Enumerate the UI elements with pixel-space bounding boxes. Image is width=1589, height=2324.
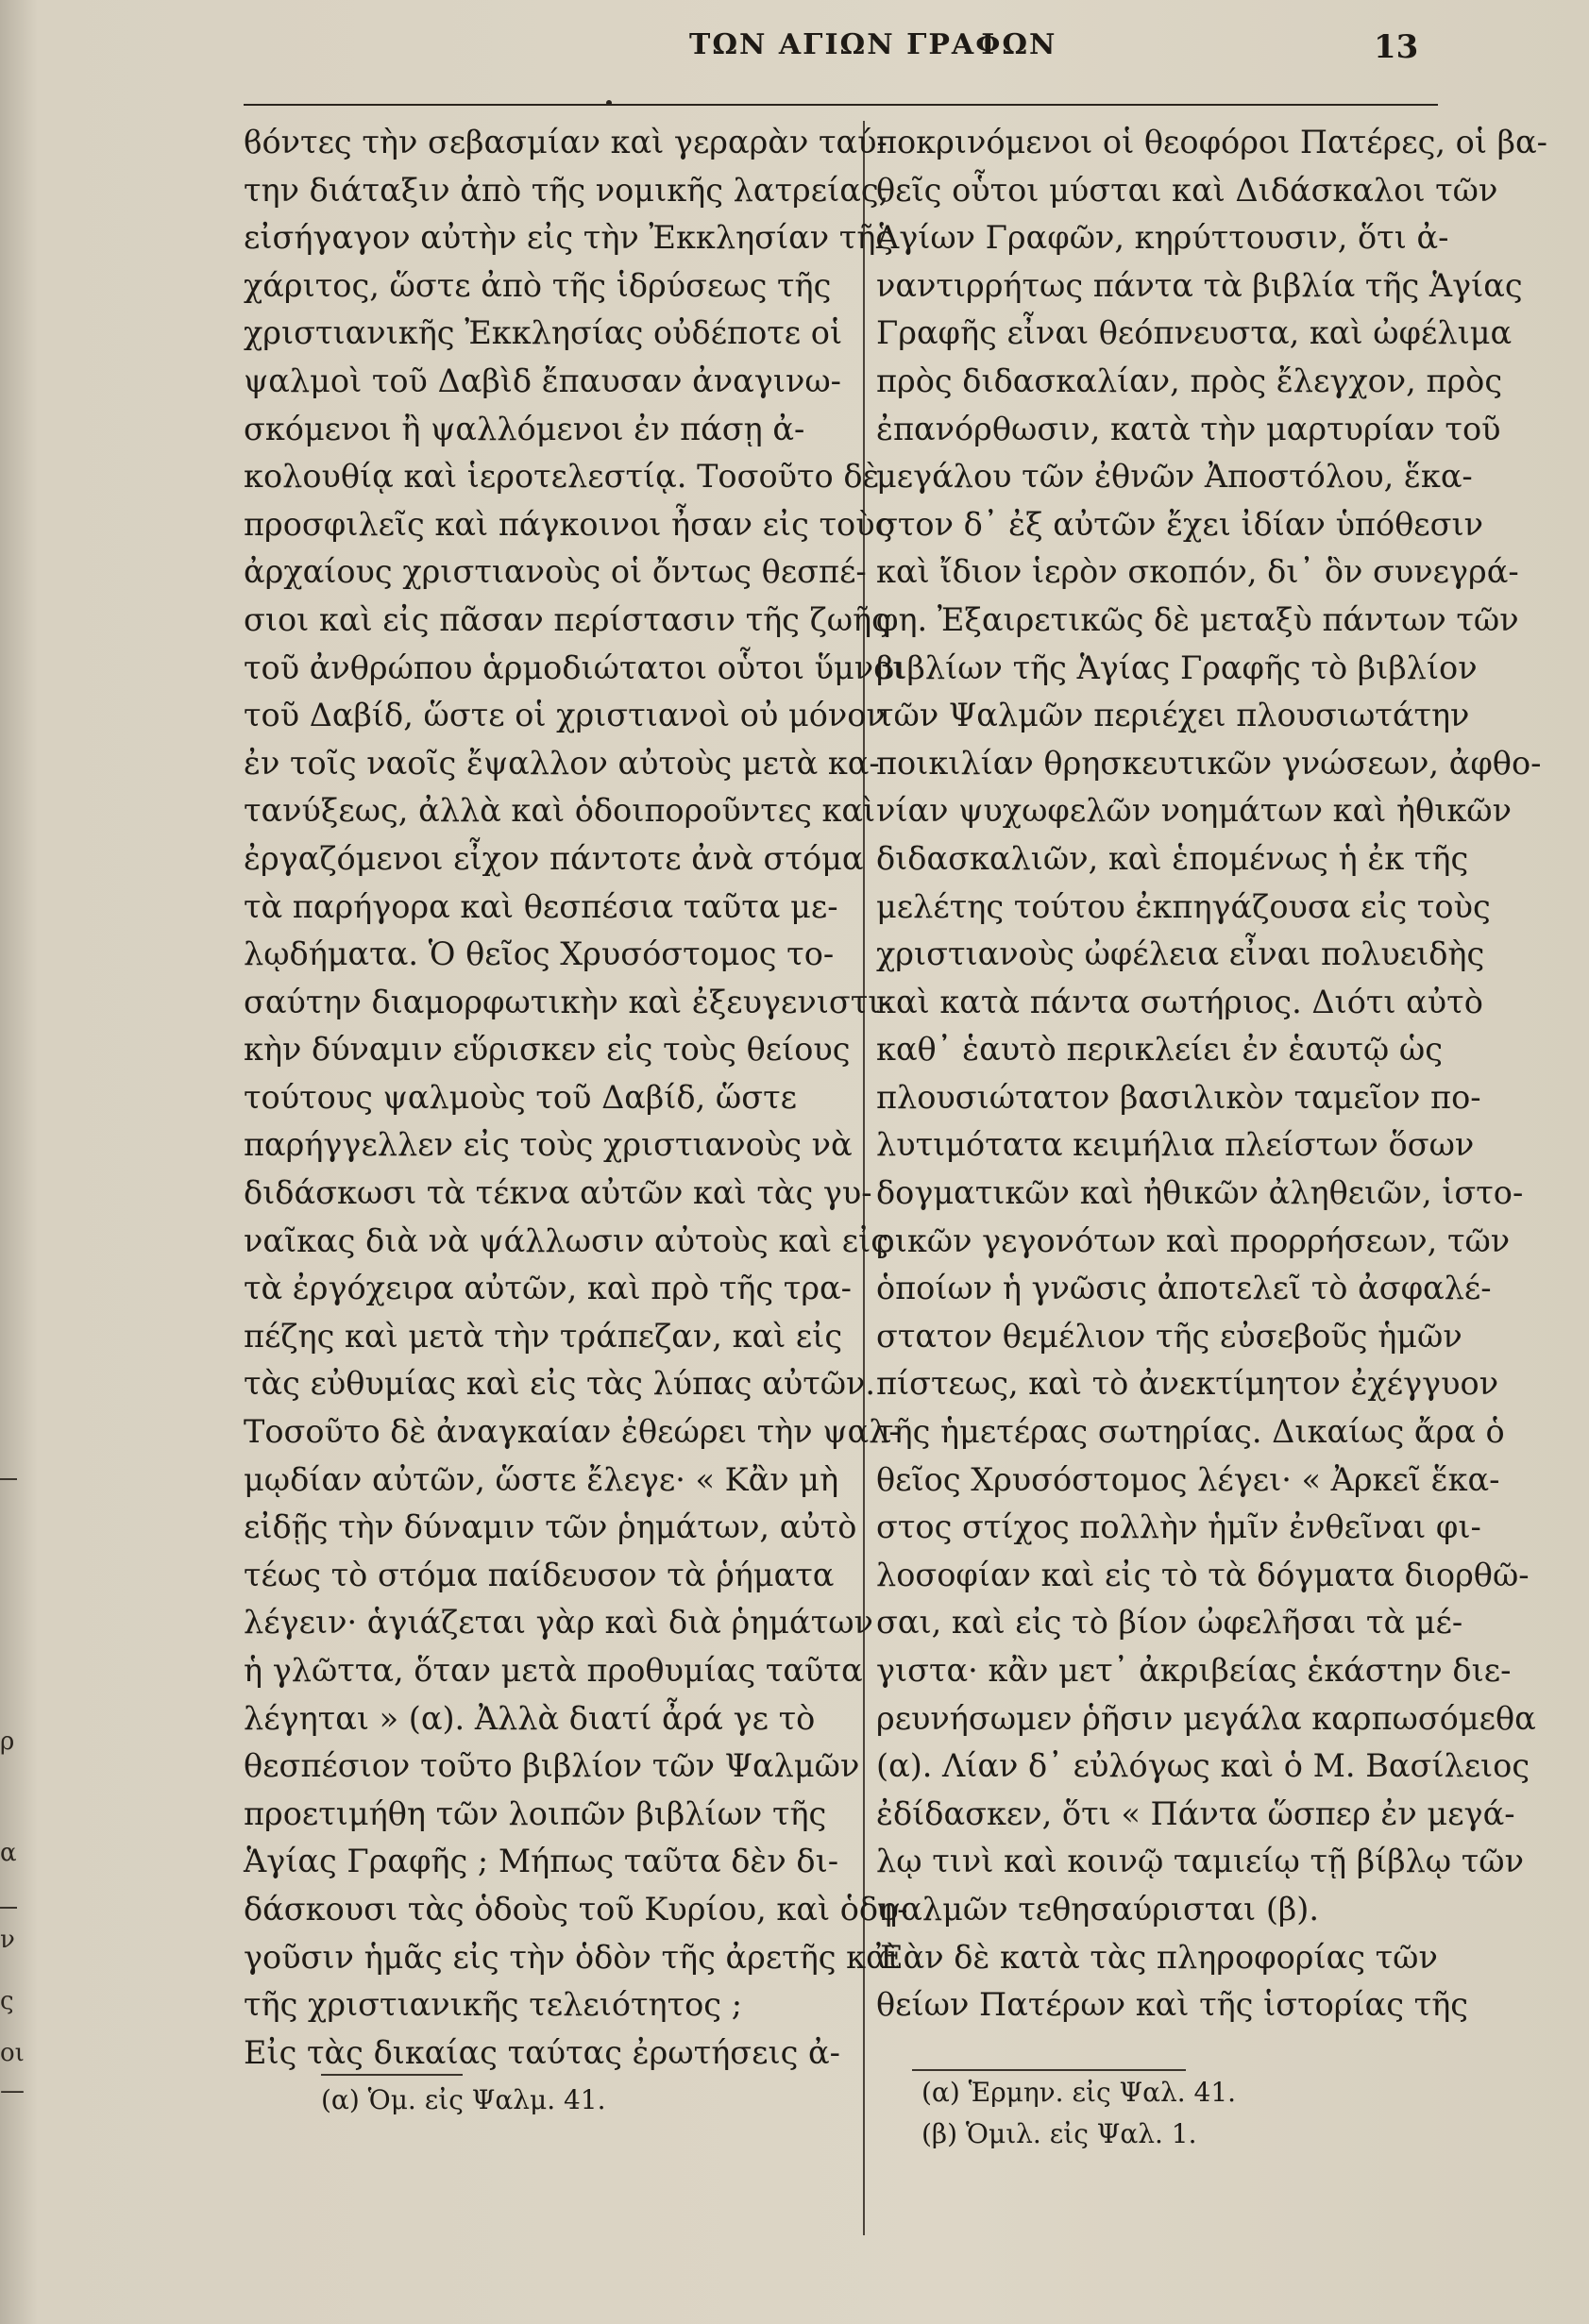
text-line: ρικῶν γεγονότων καὶ προρρήσεων, τῶν: [876, 1221, 1511, 1259]
left-footnote-rule: [321, 2074, 463, 2076]
margin-fragment: ς: [0, 1987, 14, 2015]
text-line: Ἁγίων Γραφῶν, κηρύττουσιν, ὅτι ἀ-: [876, 219, 1449, 257]
text-line: τούτους ψαλμοὺς τοῦ Δαβίδ, ὥστε: [244, 1078, 797, 1116]
text-line: τῶν Ψαλμῶν περιέχει πλουσιωτάτην: [876, 697, 1470, 734]
text-line: βιβλίων τῆς Ἁγίας Γραφῆς τὸ βιβλίον: [876, 648, 1478, 686]
text-line: κολουθίᾳ καὶ ἱεροτελεστίᾳ. Τοσοῦτο δὲ: [244, 458, 880, 496]
text-line: θεσπέσιον τοῦτο βιβλίον τῶν Ψαλμῶν: [244, 1747, 860, 1785]
text-line: μελέτης τούτου ἐκπηγάζουσα εἰς τοὺς: [876, 887, 1491, 925]
text-line: μῳδίαν αὐτῶν, ὥστε ἔλεγε· « Κἂν μὴ: [244, 1460, 839, 1498]
text-line: ἀρχαίους χριστιανοὺς οἱ ὄντως θεσπέ-: [244, 553, 867, 591]
margin-rule: [0, 1478, 17, 1480]
text-line: πλουσιώτατον βασιλικὸν ταμεῖον πο-: [876, 1078, 1481, 1116]
text-line: ρευνήσωμεν ῥῆσιν μεγάλα καρπωσόμεθα: [876, 1699, 1536, 1737]
right-footnote-1: (α) Ἑρμην. εἰς Ψαλ. 41.: [921, 2077, 1237, 2108]
text-line: προσφιλεῖς καὶ πάγκοινοι ἦσαν εἰς τοὺς: [244, 505, 893, 543]
text-line: τὰ παρήγορα καὶ θεσπέσια ταῦτα με-: [244, 887, 838, 925]
right-footnote-rule: [912, 2069, 1186, 2071]
text-line: ϐόντες τὴν σεβασμίαν καὶ γεραρὰν ταύ-: [244, 124, 887, 160]
text-line: διδάσκωσι τὰ τέκνα αὐτῶν καὶ τὰς γυ-: [244, 1174, 872, 1212]
text-line: ἐπανόρθωσιν, κατὰ τὴν μαρτυρίαν τοῦ: [876, 410, 1501, 447]
text-line: χριστιανοὺς ὠφέλεια εἶναι πολυειδὴς: [876, 935, 1485, 973]
text-line: παρήγγελλεν εἰς τοὺς χριστιανοὺς νὰ: [244, 1126, 853, 1164]
text-line: τέως τὸ στόμα παίδευσον τὰ ῥήματα: [244, 1556, 835, 1593]
text-line: τανύξεως, ἀλλὰ καὶ ὁδοιποροῦντες καὶ: [244, 792, 876, 830]
text-line: ἐν τοῖς ναοῖς ἔψαλλον αὐτοὺς μετὰ κα-: [244, 744, 880, 782]
text-line: δάσκουσι τὰς ὁδοὺς τοῦ Κυρίου, καὶ ὁδη-: [244, 1890, 908, 1928]
text-line: ναῖκας διὰ νὰ ψάλλωσιν αὐτοὺς καὶ εἰς: [244, 1221, 889, 1259]
left-footnote: (α) Ὁμ. εἰς Ψαλμ. 41.: [321, 2084, 606, 2115]
text-line: ἡ γλῶττα, ὅταν μετὰ προθυμίας ταῦτα: [244, 1652, 863, 1689]
text-line: λοσοφίαν καὶ εἰς τὸ τὰ δόγματα διορθῶ-: [876, 1556, 1530, 1593]
text-line: στατον θεμέλιον τῆς εὐσεβοῦς ἡμῶν: [876, 1317, 1462, 1355]
margin-fragment: ν: [0, 1926, 15, 1954]
text-line: ποικιλίαν θρησκευτικῶν γνώσεων, ἀφθο-: [876, 744, 1542, 782]
text-line: πρὸς διδασκαλίαν, πρὸς ἔλεγχον, πρὸς: [876, 362, 1503, 399]
text-line: γοῦσιν ἡμᾶς εἰς τὴν ὁδὸν τῆς ἀρετῆς καὶ: [244, 1938, 900, 1976]
text-line: τοῦ ἀνθρώπου ἁρμοδιώτατοι οὗτοι ὕμνοι: [244, 648, 905, 686]
text-line: τῆς χριστιανικῆς τελειότητος ;: [244, 1986, 743, 2024]
text-line: ἐργαζόμενοι εἶχον πάντοτε ἀνὰ στόμα: [244, 839, 864, 877]
text-line: ποκρινόμενοι οἱ θεοφόροι Πατέρες, οἱ βα-: [876, 124, 1547, 160]
text-line: (α). Λίαν δ᾽ εὐλόγως καὶ ὁ Μ. Βασίλειος: [876, 1747, 1530, 1785]
text-line: καθ᾽ ἑαυτὸ περικλείει ἐν ἑαυτῷ ὡς: [876, 1031, 1443, 1069]
text-line: κὴν δύναμιν εὕρισκεν εἰς τοὺς θείους: [244, 1031, 851, 1069]
text-line: σαι, καὶ εἰς τὸ βίον ὠφελῆσαι τὰ μέ-: [876, 1604, 1463, 1642]
text-line: πέζης καὶ μετὰ τὴν τράπεζαν, καὶ εἰς: [244, 1317, 843, 1355]
text-line: νίαν ψυχωφελῶν νοημάτων καὶ ἠθικῶν: [876, 792, 1512, 830]
margin-fragment: —: [0, 2077, 25, 2105]
text-line: λῳ τινὶ καὶ κοινῷ ταμιείῳ τῇ βίβλῳ τῶν: [876, 1843, 1524, 1880]
margin-fragment: οι: [0, 2039, 25, 2067]
text-line: πίστεως, καὶ τὸ ἀνεκτίμητον ἐχέγγυον: [876, 1365, 1499, 1403]
text-line: ναντιρρήτως πάντα τὰ βιβλία τῆς Ἁγίας: [876, 266, 1523, 304]
text-line: σιοι καὶ εἰς πᾶσαν περίστασιν τῆς ζωῆς: [244, 600, 889, 638]
text-line: λυτιμότατα κειμήλια πλείστων ὅσων: [876, 1126, 1475, 1164]
text-line: Ἐὰν δὲ κατὰ τὰς πληροφορίας τῶν: [876, 1938, 1438, 1976]
header-dot: [606, 100, 612, 106]
text-line: τῆς ἡμετέρας σωτηρίας. Δικαίως ἄρα ὁ: [876, 1413, 1505, 1451]
text-line: καὶ ἴδιον ἱερὸν σκοπόν, δι᾽ ὃν συνεγρά-: [876, 553, 1519, 591]
text-line: σκόμενοι ἢ ψαλλόμενοι ἐν πάσῃ ἀ-: [244, 410, 805, 447]
text-line: θεῖος Χρυσόστομος λέγει· « Ἀρκεῖ ἕκα-: [876, 1460, 1500, 1498]
text-line: την διάταξιν ἀπὸ τῆς νομικῆς λατρείας,: [244, 171, 889, 209]
left-margin-fragments: [0, 1473, 25, 2133]
text-line: στος στίχος πολλὴν ἡμῖν ἐνθεῖναι φι-: [876, 1508, 1481, 1546]
text-line: Γραφῆς εἶναι θεόπνευστα, καὶ ὠφέλιμα: [876, 314, 1513, 352]
text-line: εἰσήγαγον αὐτὴν εἰς τὴν Ἐκκλησίαν τῆς: [244, 219, 894, 257]
text-line: χάριτος, ὥστε ἀπὸ τῆς ἱδρύσεως τῆς: [244, 266, 832, 304]
right-column: [876, 119, 1547, 2029]
text-line: τὰς εὐθυμίας καὶ εἰς τὰς λύπας αὐτῶν.: [244, 1365, 876, 1403]
text-line: στον δ᾽ ἐξ αὐτῶν ἔχει ἰδίαν ὑπόθεσιν: [876, 505, 1484, 543]
text-line: προετιμήθη τῶν λοιπῶν βιβλίων τῆς: [244, 1794, 827, 1832]
text-line: λέγηται » (α). Ἀλλὰ διατί ἆρά γε τὸ: [244, 1699, 816, 1737]
text-line: γιστα· κἂν μετ᾽ ἀκριβείας ἑκάστην διε-: [876, 1652, 1512, 1689]
right-footnote-2: (β) Ὁμιλ. εἰς Ψαλ. 1.: [921, 2118, 1197, 2149]
text-line: ψαλμοὶ τοῦ Δαβὶδ ἔπαυσαν ἀναγινω-: [244, 362, 841, 399]
text-line: μεγάλου τῶν ἐθνῶν Ἀποστόλου, ἕκα-: [876, 458, 1473, 496]
text-line: χριστιανικῆς Ἐκκλησίας οὐδέποτε οἱ: [244, 314, 843, 352]
text-line: δογματικῶν καὶ ἠθικῶν ἀληθειῶν, ἱστο-: [876, 1174, 1524, 1212]
text-line: εἰδῇς τὴν δύναμιν τῶν ῥημάτων, αὐτὸ: [244, 1508, 857, 1546]
text-line: ἐδίδασκεν, ὅτι « Πάντα ὥσπερ ἐν μεγά-: [876, 1794, 1515, 1832]
text-line: σαύτην διαμορφωτικὴν καὶ ἐξευγενιστι-: [244, 983, 891, 1020]
text-line: λέγειν· ἁγιάζεται γὰρ καὶ διὰ ῥημάτων: [244, 1604, 873, 1642]
text-line: θείων Πατέρων καὶ τῆς ἱστορίας τῆς: [876, 1986, 1469, 2024]
page-number: 13: [1374, 28, 1419, 66]
text-line: Ἁγίας Γραφῆς ; Μήπως ταῦτα δὲν δι-: [244, 1843, 839, 1880]
margin-fragment: ρ: [0, 1727, 15, 1756]
margin-rule: [0, 1907, 17, 1909]
text-line: Τοσοῦτο δὲ ἀναγκαίαν ἐθεώρει τὴν ψαλ-: [244, 1413, 900, 1451]
text-line: διδασκαλιῶν, καὶ ἑπομένως ἡ ἐκ τῆς: [876, 839, 1469, 877]
text-line: καὶ κατὰ πάντα σωτήριος. Διότι αὐτὸ: [876, 983, 1483, 1020]
text-line: ὁποίων ἡ γνῶσις ἀποτελεῖ τὸ ἀσφαλέ-: [876, 1270, 1492, 1307]
text-line: λῳδήματα. Ὁ θεῖος Χρυσόστομος το-: [244, 935, 835, 973]
text-line: Εἰς τὰς δικαίας ταύτας ἐρωτήσεις ἀ-: [244, 2033, 840, 2071]
header-rule: [244, 104, 1438, 106]
text-line: ψαλμῶν τεθησαύρισται (β).: [876, 1890, 1319, 1928]
margin-fragment: α: [0, 1839, 17, 1867]
text-line: τοῦ Δαβίδ, ὥστε οἱ χριστιανοὶ οὐ μόνον: [244, 697, 886, 734]
running-head: ΤΩΝ ΑΓΙΩΝ ΓΡΑΦΩΝ: [689, 28, 1057, 61]
text-line: τὰ ἐργόχειρα αὐτῶν, καὶ πρὸ τῆς τρα-: [244, 1270, 852, 1307]
text-line: θεῖς οὗτοι μύσται καὶ Διδάσκαλοι τῶν: [876, 171, 1498, 209]
left-column: [244, 119, 908, 2077]
text-line: φη. Ἐξαιρετικῶς δὲ μεταξὺ πάντων τῶν: [876, 600, 1519, 638]
